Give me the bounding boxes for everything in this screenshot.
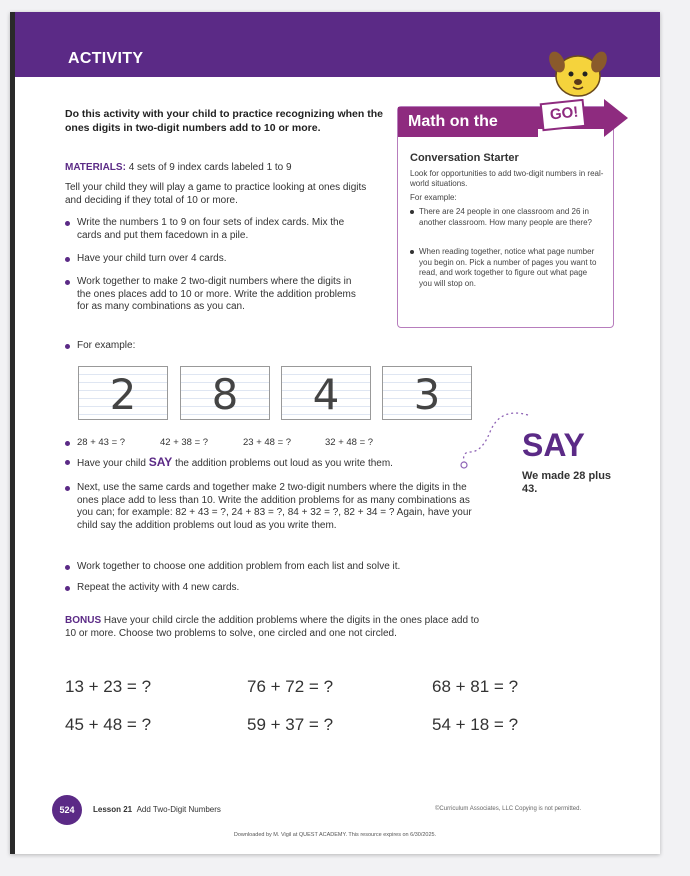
worksheet-page bbox=[10, 12, 660, 854]
step-item bbox=[65, 561, 475, 574]
step-item bbox=[65, 482, 475, 532]
instruction-text: Tell your child they will play a game to practice looking at ones digits and deciding if they total of 10 or more. bbox=[65, 182, 367, 206]
download-notice: Downloaded by M. Vigil at QUEST ACADEMY. This resource expires on 6/30/2025. bbox=[233, 832, 437, 838]
practice-problem: 45 + 48 = ? bbox=[65, 715, 152, 734]
step-text: Have your child turn over 4 cards. bbox=[77, 253, 227, 264]
step-text: Work together to make 2 two-digit numbers where the digits in the ones places add to 10 or more. Write the addition problems for as many combinations as you can. bbox=[77, 276, 356, 312]
card-digit: 2 bbox=[109, 370, 137, 419]
materials-label: MATERIALS: bbox=[65, 162, 126, 173]
practice-problem: 54 + 18 = ? bbox=[432, 715, 519, 734]
say-step-before: Have your child bbox=[77, 458, 146, 469]
step-item bbox=[65, 276, 365, 314]
number-card bbox=[180, 366, 270, 420]
materials-text: 4 sets of 9 index cards labeled 1 to 9 bbox=[128, 162, 292, 173]
footer-lesson bbox=[93, 805, 221, 814]
step-item bbox=[65, 340, 365, 353]
step-text: For example: bbox=[77, 340, 136, 351]
number-card bbox=[281, 366, 371, 420]
bonus-label: BONUS bbox=[65, 615, 102, 626]
math-box-bullet-text: There are 24 people in one classroom and 26 in another classroom. How many people are there? bbox=[419, 207, 592, 227]
lesson-title: Add Two-Digit Numbers bbox=[136, 805, 221, 814]
step-text: Next, use the same cards and together make 2 two-digit numbers where the digits in the ones place add to less than 10. Write the addition problems for as many combinations as you can; for example: 82 + 43 = ?, 24 + 83 = ?, 84 + 32 = ?, 82 + 34 = ? Again, have your child say the addition problems out loud as you write them. bbox=[77, 482, 472, 531]
dog-mascot-icon bbox=[543, 42, 613, 104]
dotted-arrow-icon bbox=[460, 407, 530, 477]
card-digit: 4 bbox=[312, 370, 340, 419]
materials-line bbox=[65, 162, 385, 173]
example-problem: 32 + 48 = ? bbox=[325, 437, 374, 448]
number-card bbox=[382, 366, 472, 420]
step-text: Work together to choose one addition problem from each list and solve it. bbox=[77, 561, 401, 572]
math-box-description: Look for opportunities to add two-digit numbers in real-world situations. bbox=[410, 169, 604, 188]
go-arrow-icon bbox=[534, 99, 628, 137]
practice-problem: 76 + 72 = ? bbox=[247, 677, 334, 696]
page-number-badge: 524 bbox=[52, 795, 82, 825]
card-digit: 8 bbox=[211, 370, 239, 419]
copyright-text: ©Curriculum Associates, LLC Copying is not permitted. bbox=[435, 806, 582, 812]
step-text: Repeat the activity with 4 new cards. bbox=[77, 582, 240, 593]
say-inline-word: SAY bbox=[148, 455, 173, 469]
card-digit: 3 bbox=[413, 370, 441, 419]
bonus-body: Have your child circle the addition problems where the digits in the ones place add to 10 or more. Choose two problems to solve, one circled and one not circled. bbox=[65, 615, 480, 639]
step-item bbox=[65, 582, 475, 595]
math-box-title: Math on the bbox=[398, 107, 538, 137]
step-text: Write the numbers 1 to 9 on four sets of index cards. Mix the cards and put them facedown in a pile. bbox=[77, 217, 345, 241]
math-on-the-go-box bbox=[397, 103, 614, 328]
math-box-bullet bbox=[410, 207, 598, 228]
bonus-text bbox=[65, 614, 485, 640]
say-step bbox=[65, 456, 475, 471]
intro-text: Do this activity with your child to practice recognizing when the ones digits in two-digit numbers add to 10 or more. bbox=[65, 108, 383, 134]
math-box-bullet-text: When reading together, notice what page number you begin on. Pick a number of pages you want to read, and work together to figure out what page you will stop on. bbox=[419, 247, 597, 288]
say-step-after: the addition problems out loud as you write them. bbox=[175, 458, 393, 469]
step-item bbox=[65, 217, 365, 242]
practice-problem: 68 + 81 = ? bbox=[432, 677, 519, 696]
math-box-bullet bbox=[410, 247, 598, 289]
math-box-subtitle: Conversation Starter bbox=[410, 152, 519, 164]
number-card bbox=[78, 366, 168, 420]
example-problem: 28 + 43 = ? bbox=[77, 437, 126, 448]
header-title: ACTIVITY bbox=[68, 50, 144, 67]
say-callout-text: We made 28 plus 43. bbox=[522, 470, 612, 495]
page-edge bbox=[10, 12, 15, 854]
example-problem: 23 + 48 = ? bbox=[243, 437, 292, 448]
math-box-example-label: For example: bbox=[410, 193, 457, 202]
practice-problem: 59 + 37 = ? bbox=[247, 715, 334, 734]
say-callout-word: SAY bbox=[522, 427, 585, 463]
go-label: GO! bbox=[549, 103, 580, 124]
step-item bbox=[65, 253, 365, 266]
practice-problem: 13 + 23 = ? bbox=[65, 677, 152, 696]
lesson-number: Lesson 21 bbox=[93, 805, 133, 814]
example-problem: 42 + 38 = ? bbox=[160, 437, 209, 448]
